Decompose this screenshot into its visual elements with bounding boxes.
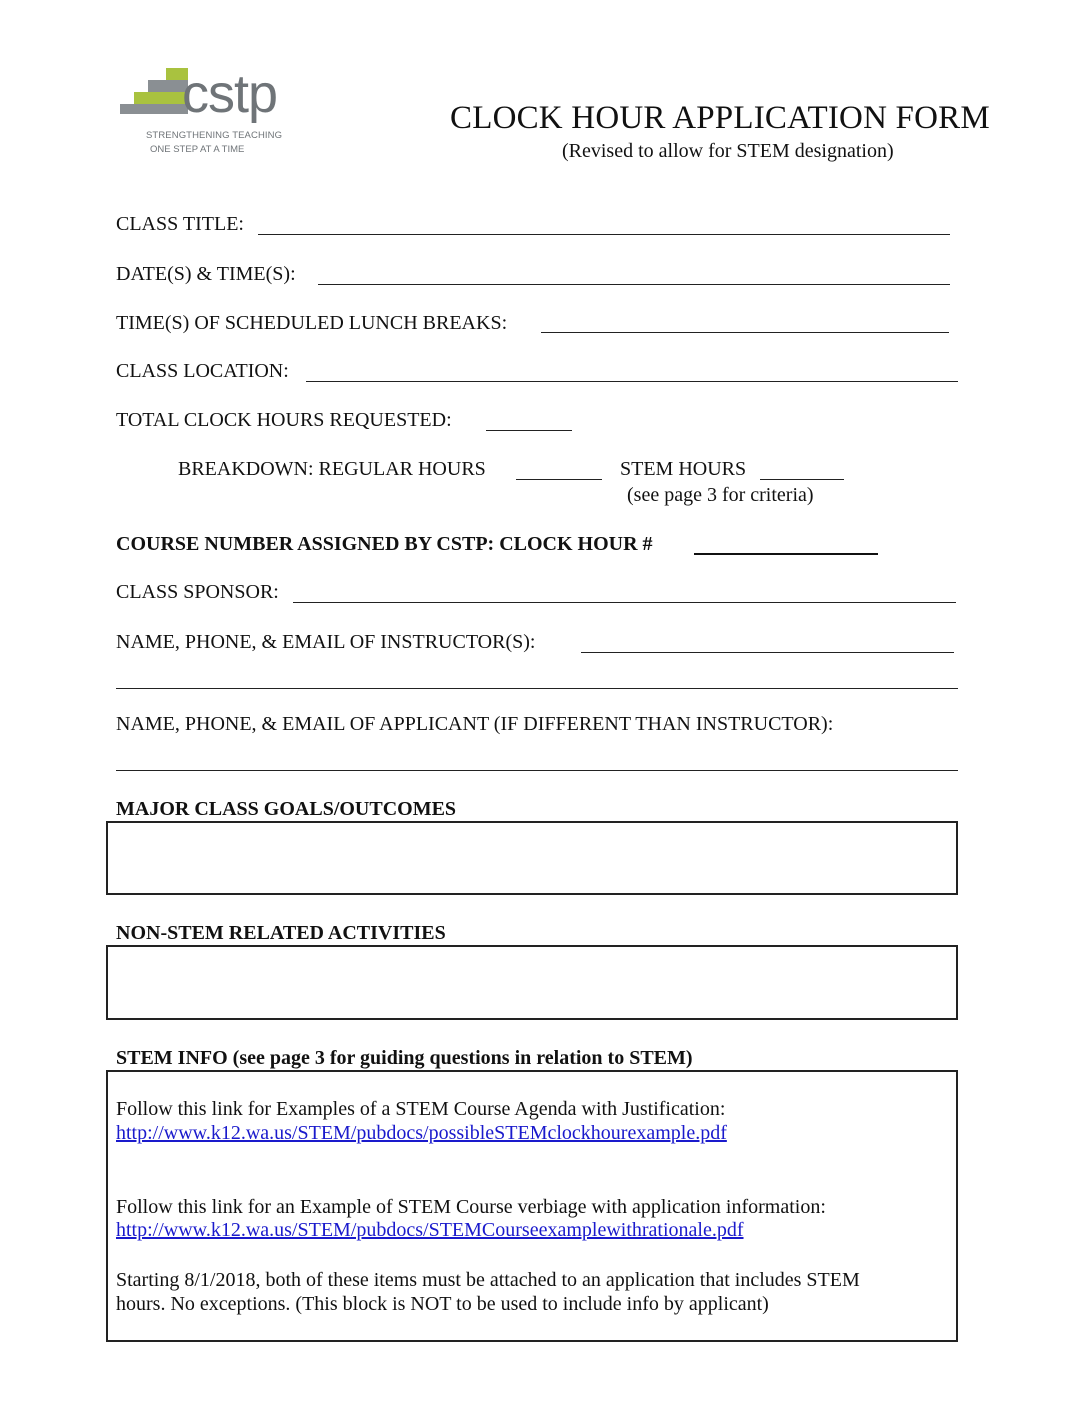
total-hours-field[interactable]	[486, 430, 572, 431]
logo-tagline-1: STRENGTHENING TEACHING	[146, 130, 283, 141]
course-number-field[interactable]	[694, 553, 878, 555]
logo-tagline-2: ONE STEP AT A TIME	[150, 144, 245, 155]
regular-hours-label: BREAKDOWN: REGULAR HOURS	[178, 458, 486, 480]
instructor-field-line-2[interactable]	[116, 688, 958, 689]
instructor-field[interactable]	[581, 652, 954, 653]
logo-brand: cstp	[182, 64, 278, 124]
page-title: CLOCK HOUR APPLICATION FORM	[450, 100, 990, 136]
stem-criteria-note: (see page 3 for criteria)	[627, 484, 814, 506]
stem-link2-intro: Follow this link for an Example of STEM Course verbiage with application information:	[116, 1196, 826, 1218]
regular-hours-field[interactable]	[516, 479, 602, 480]
total-hours-label: TOTAL CLOCK HOURS REQUESTED:	[116, 409, 452, 431]
class-location-field[interactable]	[306, 381, 958, 382]
goals-box[interactable]	[106, 821, 958, 895]
non-stem-box[interactable]	[106, 945, 958, 1020]
course-number-label: COURSE NUMBER ASSIGNED BY CSTP: CLOCK HOUR #	[116, 533, 653, 555]
stem-hours-field[interactable]	[760, 479, 844, 480]
dates-times-label: DATE(S) & TIME(S):	[116, 263, 296, 285]
goals-heading: MAJOR CLASS GOALS/OUTCOMES	[116, 798, 457, 820]
class-location-label: CLASS LOCATION:	[116, 360, 289, 382]
page-subtitle: (Revised to allow for STEM designation)	[562, 140, 894, 162]
dates-times-field[interactable]	[318, 284, 950, 285]
instructor-label: NAME, PHONE, & EMAIL OF INSTRUCTOR(S):	[116, 631, 536, 653]
stem-info-heading: STEM INFO (see page 3 for guiding questions in relation to STEM)	[116, 1047, 693, 1069]
applicant-field[interactable]	[116, 770, 958, 771]
class-sponsor-label: CLASS SPONSOR:	[116, 581, 279, 603]
stem-notice-line2: hours. No exceptions. (This block is NOT to be used to include info by applicant)	[116, 1293, 769, 1315]
non-stem-heading: NON-STEM RELATED ACTIVITIES	[116, 922, 446, 944]
lunch-breaks-label: TIME(S) OF SCHEDULED LUNCH BREAKS:	[116, 312, 508, 334]
class-title-label: CLASS TITLE:	[116, 213, 244, 235]
stem-link2[interactable]: http://www.k12.wa.us/STEM/pubdocs/STEMCourseexamplewithrationale.pdf	[116, 1219, 744, 1241]
stem-link1-intro: Follow this link for Examples of a STEM Course Agenda with Justification:	[116, 1098, 726, 1120]
stem-notice-line1: Starting 8/1/2018, both of these items must be attached to an application that includes STEM	[116, 1269, 860, 1291]
class-title-field[interactable]	[258, 234, 950, 235]
lunch-breaks-field[interactable]	[541, 332, 949, 333]
applicant-label: NAME, PHONE, & EMAIL OF APPLICANT (IF DIFFERENT THAN INSTRUCTOR):	[116, 713, 834, 735]
cstp-logo	[118, 62, 318, 162]
class-sponsor-field[interactable]	[293, 602, 956, 603]
stem-hours-label: STEM HOURS	[620, 458, 747, 480]
stem-link1[interactable]: http://www.k12.wa.us/STEM/pubdocs/possibleSTEMclockhourexample.pdf	[116, 1122, 727, 1144]
